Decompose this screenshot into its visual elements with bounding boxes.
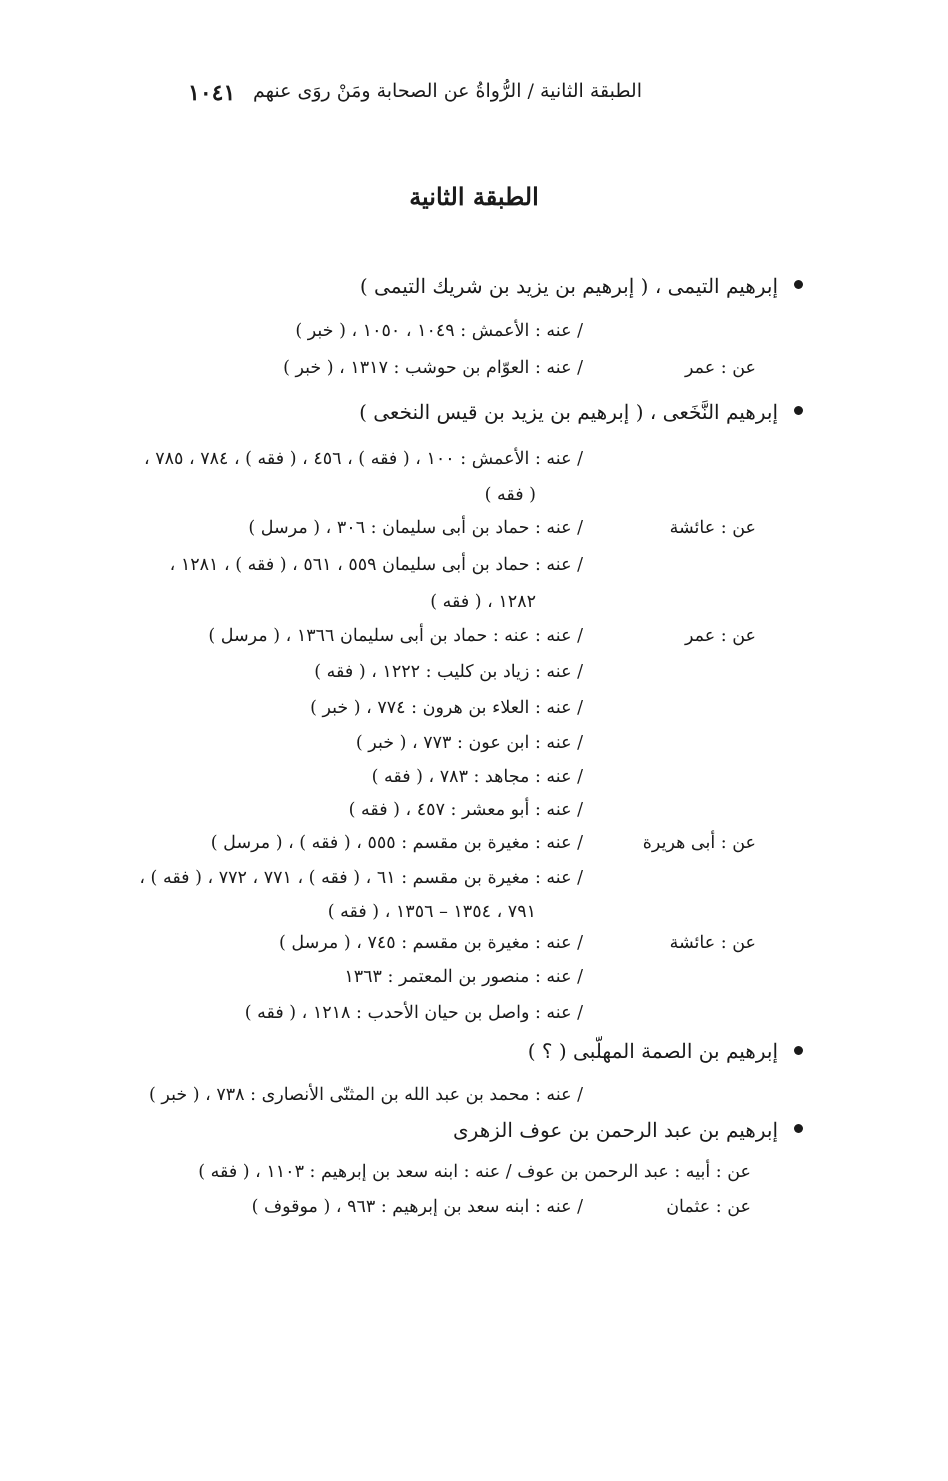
entry-line: / عنه : مغيرة بن مقسم : ٥٥٥ ، ( فقه ) ، ( مرسل ) bbox=[210, 833, 583, 853]
entry-line: / عنه : مغيرة بن مقسم : ٦١ ، ( فقه ) ، ٧٧١ ، ٧٧٢ ، ( فقه ) ، bbox=[139, 868, 583, 888]
narrator-name: إبرهيم التيمى ، ( إبرهيم بن يزيد بن شريك التيمى ) bbox=[359, 274, 778, 298]
entry-line: عن : أبيه : عبد الرحمن بن عوف / عنه : ابنه سعد بن إبرهيم : ١١٠٣ ، ( فقه ) bbox=[198, 1162, 751, 1182]
entry-line: / عنه : واصل بن حيان الأحدب : ١٢١٨ ، ( فقه ) bbox=[244, 1003, 583, 1023]
entry-line: / عنه : الأعمش : ١٠٠ ، ( فقه ) ، ٤٥٦ ، ( فقه ) ، ٧٨٤ ، ٧٨٥ ، bbox=[143, 449, 583, 469]
entry-line: ١٢٨٢ ، ( فقه ) bbox=[430, 592, 536, 612]
section-title: الطبقة الثانية bbox=[409, 182, 539, 211]
entry-line: / عنه : حماد بن أبى سليمان : ٣٠٦ ، ( مرسل ) bbox=[248, 518, 583, 538]
entry-source: عن : عائشة bbox=[669, 933, 756, 953]
entry-line: / عنه : حماد بن أبى سليمان ٥٥٩ ، ٥٦١ ، ( فقه ) ، ١٢٨١ ، bbox=[169, 555, 583, 575]
entry-line: / عنه : محمد بن عبد الله بن المثنّى الأنصارى : ٧٣٨ ، ( خبر ) bbox=[149, 1085, 583, 1105]
entry-line: / عنه : الأعمش : ١٠٤٩ ، ١٠٥٠ ، ( خبر ) bbox=[295, 321, 583, 341]
narrator-name: إبرهيم بن عبد الرحمن بن عوف الزهرى bbox=[453, 1118, 778, 1142]
entry-line: / عنه : مجاهد : ٧٨٣ ، ( فقه ) bbox=[371, 767, 583, 787]
entry-source: عن : أبى هريرة bbox=[642, 833, 756, 853]
narrator-name: إبرهيم بن الصمة المهلّبى ( ؟ ) bbox=[527, 1039, 778, 1063]
bullet-icon bbox=[794, 406, 803, 415]
entry-source: عن : عائشة bbox=[669, 518, 756, 538]
entry-line: / عنه : العوّام بن حوشب : ١٣١٧ ، ( خبر ) bbox=[283, 358, 583, 378]
entry-line: / عنه : زياد بن كليب : ١٢٢٢ ، ( فقه ) bbox=[314, 662, 583, 682]
entry-line: ٧٩١ ، ١٣٥٤ – ١٣٥٦ ، ( فقه ) bbox=[327, 902, 536, 922]
entry-line: ( فقه ) bbox=[484, 485, 536, 505]
entry-source: عن : عمر bbox=[685, 358, 756, 378]
narrator-name: إبرهيم النَّخَعى ، ( إبرهيم بن يزيد بن قيس النخعى ) bbox=[359, 400, 778, 424]
entry-line: / عنه : منصور بن المعتمر : ١٣٦٣ bbox=[344, 967, 583, 987]
entry-line: / عنه : ابنه سعد بن إبرهيم : ٩٦٣ ، ( موقوف ) bbox=[251, 1197, 583, 1217]
entry-line: / عنه : مغيرة بن مقسم : ٧٤٥ ، ( مرسل ) bbox=[278, 933, 583, 953]
entry-source: عن : عمر bbox=[685, 626, 756, 646]
entry-line: / عنه : العلاء بن هرون : ٧٧٤ ، ( خبر ) bbox=[310, 698, 583, 718]
entry-line: / عنه : ابن عون : ٧٧٣ ، ( خبر ) bbox=[355, 733, 583, 753]
entry-source: عن : عثمان bbox=[666, 1197, 751, 1217]
bullet-icon bbox=[794, 1124, 803, 1133]
running-header: الطبقة الثانية / الرُّواةُ عن الصحابة ومَنْ روَى عنهم bbox=[252, 80, 642, 102]
bullet-icon bbox=[794, 280, 803, 289]
page-number: ١٠٤١ bbox=[188, 80, 236, 106]
bullet-icon bbox=[794, 1046, 803, 1055]
entry-line: / عنه : أبو معشر : ٤٥٧ ، ( فقه ) bbox=[348, 800, 583, 820]
entry-line: / عنه : عنه : حماد بن أبى سليمان ١٣٦٦ ، ( مرسل ) bbox=[208, 626, 583, 646]
